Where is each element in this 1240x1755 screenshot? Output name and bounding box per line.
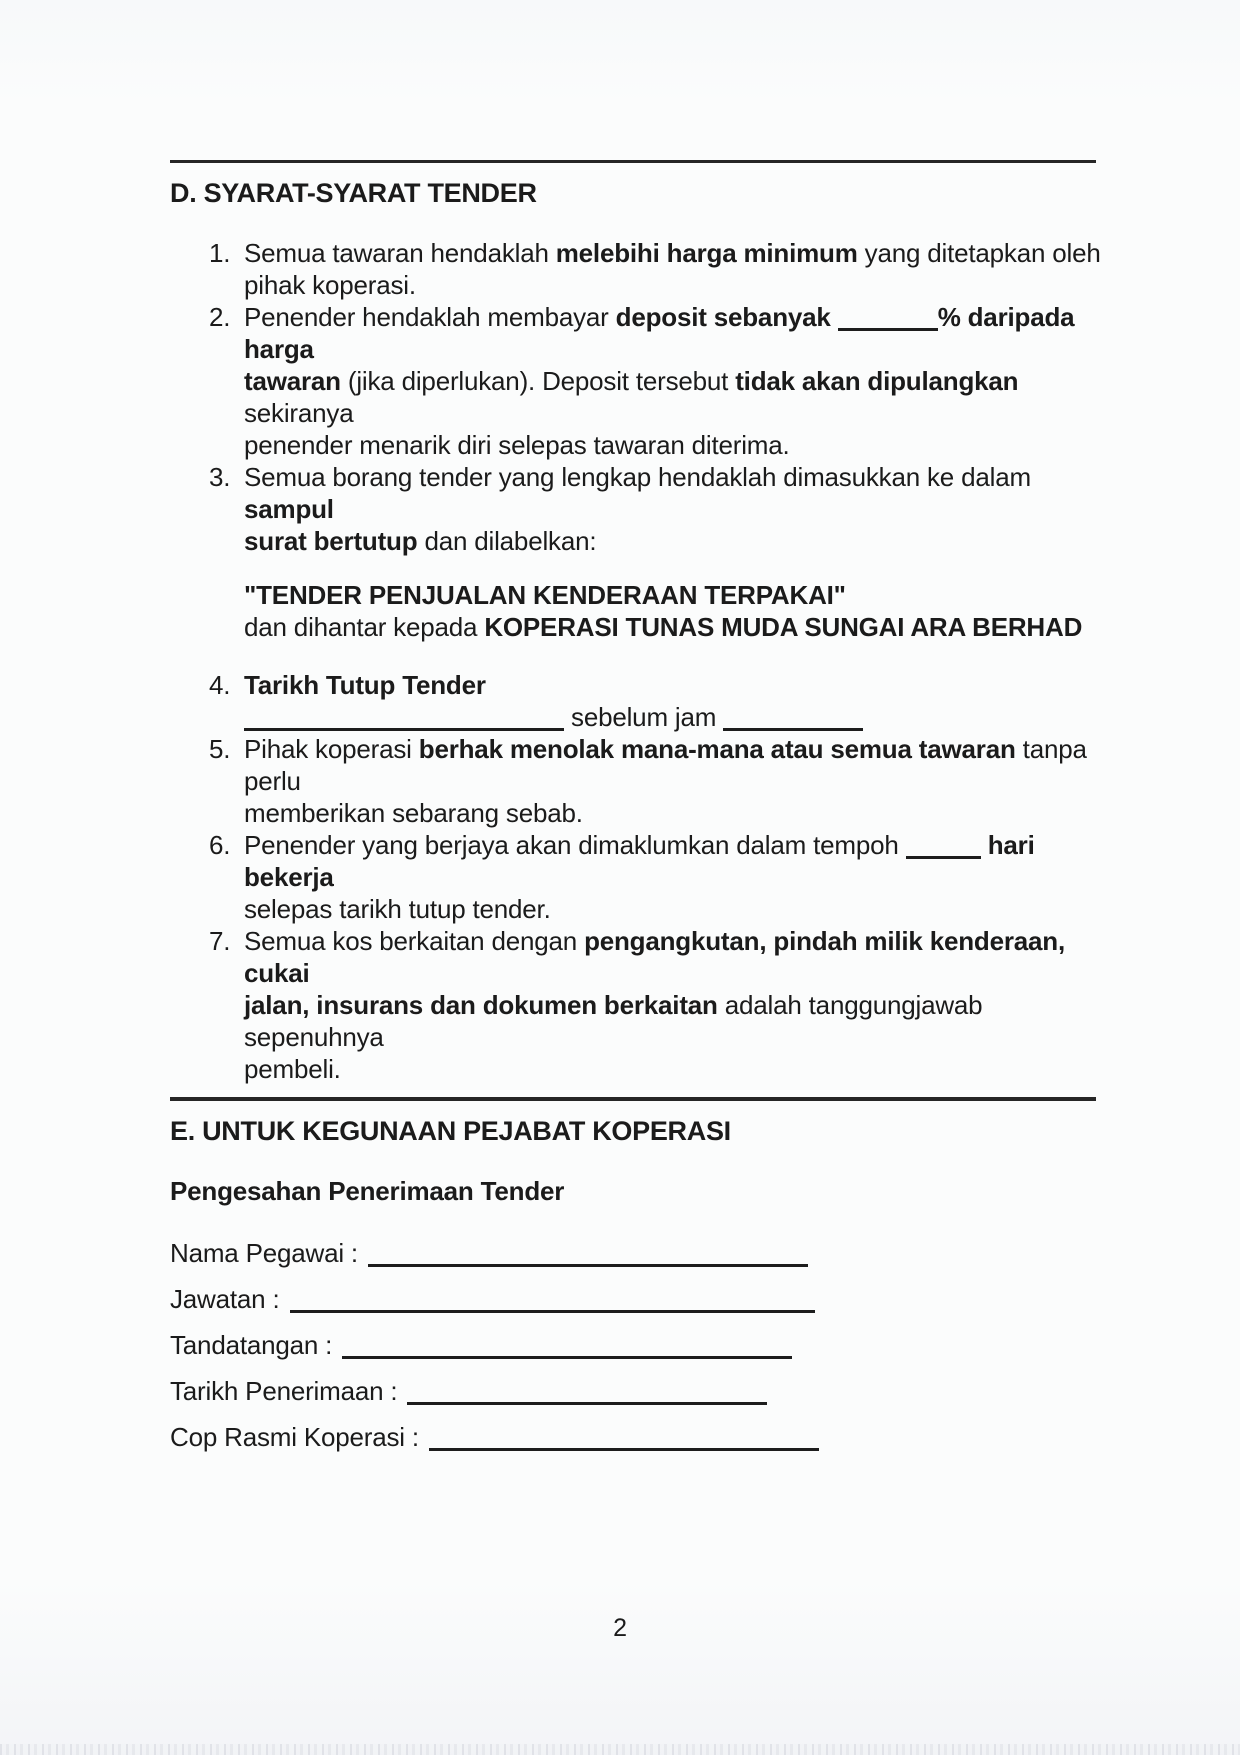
text: sebelum jam [564, 702, 724, 732]
text: Penender yang berjaya akan dimaklumkan dalam tempoh [244, 830, 906, 860]
field-label: Tarikh Penerimaan : [170, 1376, 398, 1406]
text: memberikan sebarang sebab. [244, 798, 583, 828]
bold-text: sampul [244, 494, 334, 524]
page-number: 2 [613, 1614, 627, 1642]
text: pembeli. [244, 1054, 341, 1084]
text: penender menarik diri selepas tawaran diterima. [244, 430, 790, 460]
text: dan dilabelkan: [417, 526, 597, 556]
condition-item-5 [209, 733, 1109, 829]
blank-fill-in-line [838, 314, 938, 331]
document-body [0, 160, 1240, 1453]
field-label: Nama Pegawai : [170, 1238, 358, 1268]
field-label: Tandatangan : [170, 1330, 333, 1360]
list-number: 2. [209, 302, 231, 332]
text [981, 830, 988, 860]
list-item-text [244, 829, 1109, 925]
field-blank-line [407, 1388, 767, 1405]
bold-text: KOPERASI TUNAS MUDA SUNGAI ARA BERHAD [484, 612, 1083, 642]
text: sekiranya [244, 398, 354, 428]
list-number: 3. [209, 462, 231, 492]
bold-text: Tarikh Tutup Tender [244, 670, 486, 700]
list-item-text [244, 733, 1109, 829]
list-item-text [244, 461, 1109, 557]
bold-text: "TENDER PENJUALAN KENDERAAN TERPAKAI" [244, 580, 846, 610]
field-tandatangan [170, 1329, 1240, 1361]
text: Semua kos berkaitan dengan [244, 926, 585, 956]
bold-text: hari bekerja [244, 830, 1035, 892]
text: pihak koperasi. [244, 270, 416, 300]
list-number: 7. [209, 926, 231, 956]
text: Pihak koperasi [244, 734, 419, 764]
text: Penender hendaklah membayar [244, 302, 616, 332]
section-e-heading: E. UNTUK KEGUNAAN PEJABAT KOPERASI [170, 1116, 731, 1146]
bold-text: berhak menolak mana-mana atau semua tawaran [418, 734, 1016, 764]
field-tarikh-penerimaan [170, 1375, 1240, 1407]
condition-item-3 [209, 461, 1109, 557]
list-item-text [244, 237, 1109, 301]
text [831, 302, 838, 332]
blank-fill-in-line [723, 714, 863, 731]
section-d-heading: D. SYARAT-SYARAT TENDER [170, 178, 537, 208]
text: Semua tawaran hendaklah [244, 238, 556, 268]
bold-text: tawaran [244, 366, 341, 396]
field-blank-line [290, 1296, 815, 1313]
confirmation-subheading: Pengesahan Penerimaan Tender [170, 1176, 565, 1206]
section-e-divider-line [170, 1097, 1096, 1101]
field-label: Jawatan : [170, 1284, 280, 1314]
envelope-label-text [244, 579, 1240, 643]
blank-fill-in-line [906, 842, 981, 859]
text: yang ditetapkan oleh [857, 238, 1101, 268]
condition-item-2 [209, 301, 1109, 461]
field-cop-rasmi-koperasi [170, 1421, 1240, 1453]
list-item-text [244, 925, 1109, 1085]
list-number: 1. [209, 238, 231, 268]
condition-item-7 [209, 925, 1109, 1085]
condition-item-1 [209, 237, 1109, 301]
text: Semua borang tender yang lengkap hendaklah dimasukkan ke dalam [244, 462, 1031, 492]
text: adalah tanggungjawab sepenuhnya [244, 990, 983, 1052]
text: dan dihantar kepada [244, 612, 485, 642]
text: tanpa perlu [244, 734, 1087, 796]
bold-text: % daripada harga [244, 302, 1075, 364]
list-item-text [244, 669, 1109, 733]
bold-text: jalan, insurans dan dokumen berkaitan [244, 990, 718, 1020]
scan-bottom-edge-artifact [0, 1744, 1240, 1755]
bold-text: deposit sebanyak [615, 302, 831, 332]
condition-item-6 [209, 829, 1109, 925]
text: (jika diperlukan). Deposit tersebut [340, 366, 736, 396]
top-divider-line [170, 160, 1096, 163]
list-number: 5. [209, 734, 231, 764]
field-blank-line [368, 1250, 808, 1267]
bold-text: surat bertutup [244, 526, 418, 556]
text: selepas tarikh tutup tender. [244, 894, 551, 924]
blank-fill-in-line [244, 714, 564, 731]
field-jawatan [170, 1283, 1240, 1315]
list-number: 6. [209, 830, 231, 860]
field-blank-line [429, 1434, 819, 1451]
field-label: Cop Rasmi Koperasi : [170, 1422, 419, 1452]
bold-text: pengangkutan, pindah milik kenderaan, cukai [244, 926, 1065, 988]
condition-item-4 [209, 669, 1109, 733]
field-blank-line [342, 1342, 792, 1359]
list-item-text [244, 301, 1109, 461]
field-nama-pegawai [170, 1237, 1240, 1269]
bold-text: tidak akan dipulangkan [735, 366, 1019, 396]
bold-text: melebihi harga minimum [555, 238, 858, 268]
list-number: 4. [209, 670, 231, 700]
